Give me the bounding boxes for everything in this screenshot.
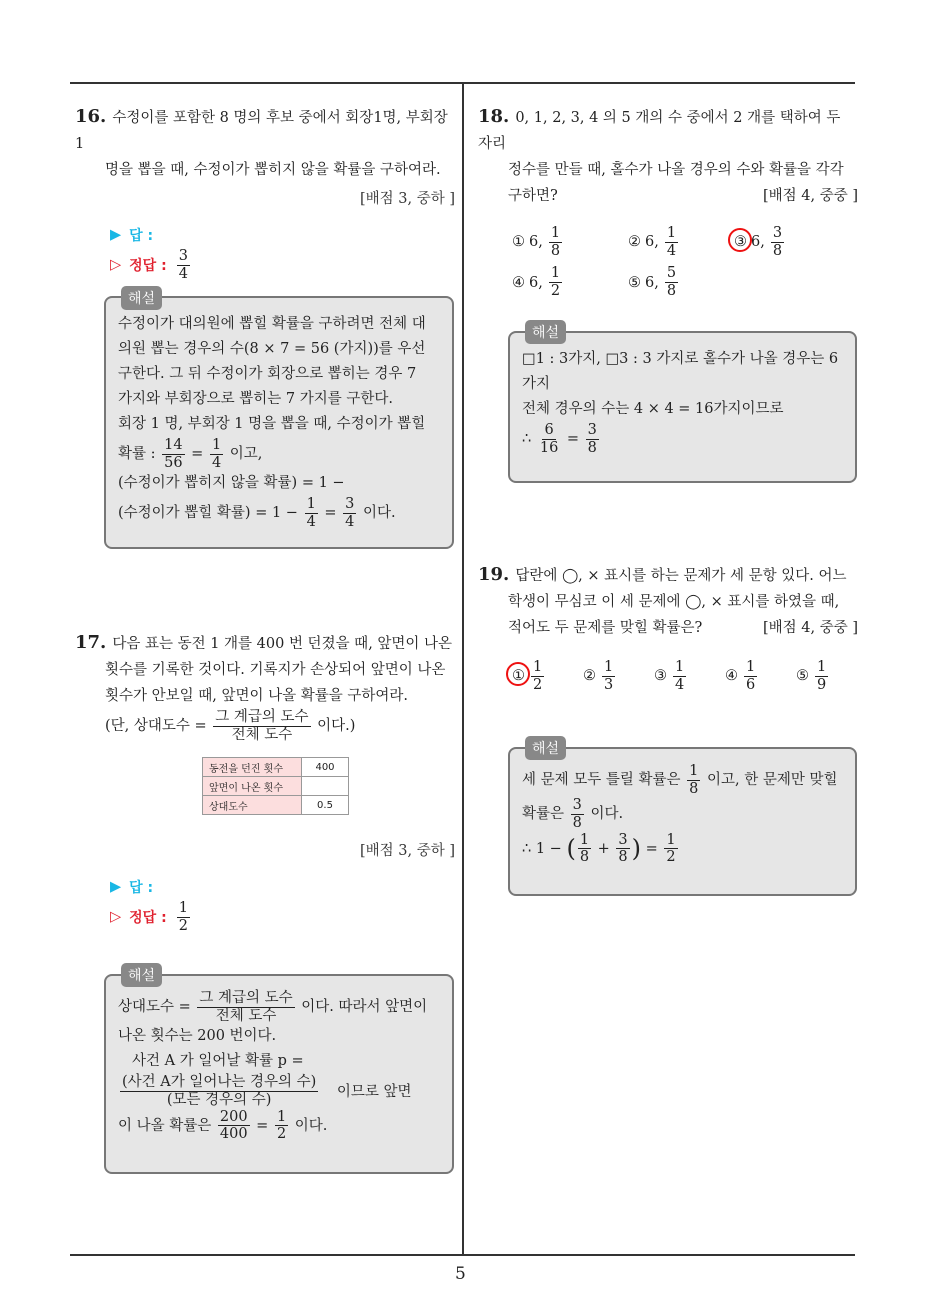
correct-answer-line	[110, 248, 455, 282]
option-2[interactable]: ② $\frac{1}{3}$	[583, 659, 614, 693]
explanation-tag: 해설	[525, 736, 566, 760]
question-number: 18.	[478, 106, 510, 127]
outline-arrow-icon: ▷	[110, 257, 122, 273]
question-19-text: 19. 답란에 ◯, × 표시를 하는 문제가 세 문항 있다. 어느 학생이 무심코 이 세 문제에 ◯, × 표시를 하였을 때, 적어도 두 문제를 맞힐 확률은? [배점 4, 중중 ]	[478, 562, 858, 641]
question-18-text: 18. 0, 1, 2, 3, 4 의 5 개의 수 중에서 2 개를 택하여 두 자리 정수를 만들 때, 홀수가 나올 경우의 수와 확률을 각각 구하면? [배점 4, 중중 ]	[478, 104, 858, 209]
answer-label: 답 :	[129, 228, 154, 244]
page-number: 5	[455, 1264, 466, 1284]
option-5[interactable]: ⑤ 6, $\frac{5}{8}$	[628, 265, 677, 300]
option-4[interactable]: ④ $\frac{1}{6}$	[725, 659, 756, 693]
explanation-tag: 해설	[121, 963, 162, 987]
answer-fraction: $\frac{3}{4}$	[178, 247, 188, 282]
question-number: 17.	[75, 632, 107, 653]
answer-label: 답 :	[129, 880, 154, 897]
option-4[interactable]: ④ 6, $\frac{1}{2}$	[512, 265, 561, 300]
explanation-box-17: 상대도수 = $\frac{\text{그 계급의 도수}}{\text{전체 도수}}$ 이다. 따라서 앞면이 나온 횟수는 200 번이다. 사건 A 가 일어날 확률 p = $\frac{\text{(사건 A가 일어나는 경우의 수)}}{\text{(모든 경우의 수)}}$ 이므로 앞면 이 나올 확률은 $\frac{200}{400}$ = $\frac{1}{2}$ 이다.	[104, 974, 454, 1174]
correct-answer-label: 정답 :	[129, 910, 167, 927]
option-3[interactable]: ③ 6, $\frac{3}{8}$	[734, 225, 786, 259]
bottom-rule	[70, 1254, 855, 1256]
option-5[interactable]: ⑤ $\frac{1}{9}$	[796, 659, 827, 693]
question-17	[75, 630, 455, 934]
selected-circle-icon	[506, 662, 530, 686]
question-16-text: 16. 수정이를 포함한 8 명의 후보 중에서 회장1명, 부회장1 명을 뽑을 때, 수정이가 뽑히지 않을 확률을 구하여라.	[75, 106, 448, 178]
play-arrow-icon: ▶	[110, 227, 122, 243]
question-16	[75, 104, 455, 282]
question-meta: [배점 4, 중중 ]	[762, 620, 858, 636]
explanation-box-16: 수정이가 대의원에 뽑힐 확률을 구하려면 전체 대 의원 뽑는 경우의 수(8 × 7 = 56 (가지))를 우선 구한다. 그 뒤 수정이가 회장으로 뽑히는 경우 7 가지와 부회장으로 뽑히는 7 가지를 구한다. 회장 1 명, 부회장 1 명을 뽑을 때, 수정이가 뽑힐 확률 : $\frac{14}{56}$ = $\frac{1}{4}$ 이고, (수정이가 뽑히지 않을 확률) = 1 − (수정이가 뽑힐 확률) = 1 − $\frac{1}{4}$ = $\frac{3}{4}$ 이다.	[104, 296, 454, 549]
options-18	[512, 225, 852, 300]
answer-line	[110, 222, 455, 248]
explanation-box-18: □1 : 3가지, □3 : 3 가지로 홀수가 나올 경우는 6 가지 전체 경우의 수는 4 × 4 = 16가지이므로 ∴ $\frac{6}{16}$ = $\frac{3}{8}$	[508, 331, 857, 483]
explanation-tag: 해설	[121, 286, 162, 310]
correct-answer-label: 정답 :	[129, 258, 167, 274]
question-meta: [배점 3, 중하 ]	[359, 191, 455, 207]
explanation-box-19: 세 문제 모두 틀릴 확률은 $\frac{1}{8}$ 이고, 한 문제만 맞힐 확률은 $\frac{3}{8}$ 이다. ∴ 1 − ( $\frac{1}{8}$ + $\frac{3}{8}$ ) = $\frac{1}{2}$	[508, 747, 857, 896]
play-arrow-icon: ▶	[110, 879, 122, 896]
option-1[interactable]: ① 6, $\frac{1}{8}$	[512, 225, 561, 259]
column-divider	[462, 82, 464, 1255]
explanation-tag: 해설	[525, 320, 566, 344]
question-meta: [배점 3, 중하 ]	[359, 843, 455, 860]
question-number: 16.	[75, 106, 107, 127]
outline-arrow-icon: ▷	[110, 909, 122, 926]
table-row: 동전을 던진 횟수 400	[203, 758, 349, 777]
selected-circle-icon	[728, 228, 752, 252]
question-number: 19.	[478, 564, 510, 585]
option-2[interactable]: ② 6, $\frac{1}{4}$	[628, 225, 677, 259]
question-18	[478, 104, 858, 300]
table-row: 앞면이 나온 횟수	[203, 777, 349, 796]
question-19	[478, 562, 858, 693]
question-17-text: 17. 다음 표는 동전 1 개를 400 번 던졌을 때, 앞면이 나온 횟수를 기록한 것이다. 기록지가 손상되어 앞면이 나온 횟수가 안보일 때, 앞면이 나올 확률을 구하여라. (단, 상대도수 = $\frac{\text{그 계급의 도수}}{\text{전체 도수}}$ 이다.)	[75, 632, 453, 743]
frequency-table	[202, 757, 455, 815]
question-meta: [배점 4, 중중 ]	[762, 188, 858, 204]
option-1[interactable]: ① $\frac{1}{2}$	[512, 659, 583, 693]
answer-fraction: $\frac{1}{2}$	[178, 900, 188, 934]
answer-line	[110, 874, 455, 900]
options-19	[512, 659, 858, 693]
option-3[interactable]: ③ $\frac{1}{4}$	[654, 659, 685, 693]
correct-answer-line	[110, 900, 455, 934]
table-row: 상대도수 0.5	[203, 796, 349, 815]
